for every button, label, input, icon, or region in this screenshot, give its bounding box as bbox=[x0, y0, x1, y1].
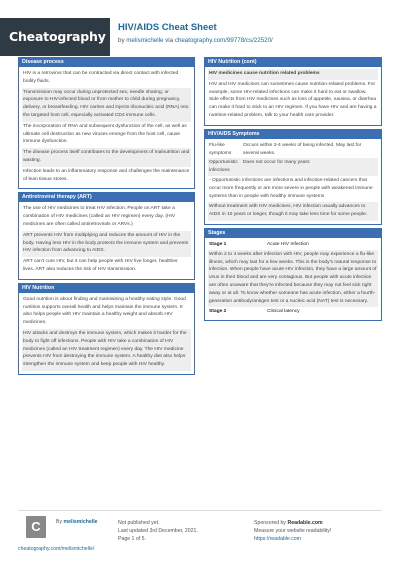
section-heading: HIV/AIDS Symptoms bbox=[204, 129, 382, 139]
paragraph: HIV and HIV medicines can sometimes cause nutrition-related problems. For example, some HIV-related infections can make it hard to eat or swallow. Side effects from HIV medicines such as loss of appetite, nausea, or diarrhea can make it hard to stick to an HIV regimen. If you have HIV and are having a nutrition-related problem, talk to your health care provider. bbox=[209, 81, 377, 118]
section-heading: Disease process bbox=[18, 57, 195, 67]
sponsor-line bbox=[254, 519, 331, 527]
section-heading: HIV Nutrition bbox=[18, 283, 195, 293]
paragraph: Good nutrition is about finding and maintaining a healthy eating style. Good nutrition supports overall health and helps maintain the immune system. It also helps people with HIV maintain a healthy weight and absorb HIV medicines. bbox=[23, 296, 186, 326]
section-disease-process bbox=[18, 57, 195, 189]
page-title: HIV/AIDS Cheat Sheet bbox=[118, 22, 217, 33]
row-key: Opportunistic infections bbox=[209, 160, 238, 174]
stage-label: Stage 2 bbox=[209, 309, 227, 315]
section-body bbox=[18, 293, 195, 375]
section-body bbox=[204, 67, 382, 126]
footer-meta bbox=[118, 519, 198, 543]
table-row bbox=[208, 141, 378, 159]
paragraph: Without treatment with HIV medicines, HIV infection usually advances to AIDS in 10 years or longer, though it may take less time for some people. bbox=[208, 202, 378, 221]
section-hiv-nutrition-cont bbox=[204, 57, 382, 126]
section-art bbox=[18, 192, 195, 279]
paragraph: Infection leads to an inflammatory response and challenges the maintenance of lean tissue stores. bbox=[23, 168, 190, 182]
paragraph: The incorporation of RNA and subsequent dysfunction of the cell, as well as ultimate cell destruction as new viruses emerge from the host cell, cause immune dysfunction. bbox=[23, 123, 187, 145]
table-row bbox=[208, 158, 378, 176]
row-value: Occurs within 2-4 weeks of being infected. May last for several weeks. bbox=[243, 142, 362, 156]
row-value: Does not occur for many years bbox=[243, 160, 310, 166]
footer-byline bbox=[56, 519, 98, 525]
stage-label: Stage 1 bbox=[209, 241, 227, 247]
paragraph: HIV is a retrovirus that can be contracted via direct contact with infected bodily fluids. bbox=[23, 71, 179, 84]
stage-value: Acute HIV Infection bbox=[267, 241, 309, 247]
page-footer bbox=[18, 510, 382, 550]
section-stages bbox=[204, 228, 382, 321]
section-symptoms bbox=[204, 129, 382, 225]
section-body bbox=[18, 67, 195, 189]
row-key: Flu-like symptoms bbox=[209, 142, 232, 156]
section-heading: Stages bbox=[204, 228, 382, 238]
section-hiv-nutrition bbox=[18, 283, 195, 375]
byline bbox=[118, 37, 273, 44]
section-body bbox=[18, 202, 195, 279]
section-body bbox=[204, 238, 382, 321]
section-heading: HIV Nutrition (cont) bbox=[204, 57, 382, 67]
last-updated: Last updated 3rd December, 2021. bbox=[118, 528, 198, 534]
paragraph: The use of HIV medicines to treat HIV infection. People on ART take a combination of HIV medicines (called an HIV regimen) every day. (HIV medicines are often called antiretrovirals or ARVs.) bbox=[23, 206, 176, 227]
sheet-url-link[interactable]: cheatography.com/99778/cs/22520/ bbox=[174, 37, 273, 44]
sponsor-text: Measure your website readability! bbox=[254, 528, 332, 534]
avatar[interactable]: C bbox=[26, 516, 46, 538]
footer-by-prefix: By bbox=[56, 519, 63, 525]
paragraph: ART prevents HIV from multiplying and reduces the amount of HIV in the body. Having less HIV in the body protects the immune system and prevents HIV infection from advancing to AIDS. bbox=[22, 231, 191, 257]
footer-author-link[interactable]: melismichelle bbox=[63, 519, 98, 525]
sponsor-prefix: Sponsored by bbox=[254, 520, 287, 526]
paragraph: HIV attacks and destroys the immune system, which makes it harder for the body to fight off infections. People with HIV take a combination of HIV medicines (called an HIV treatment regimen) every day. The HIV medicine prevents HIV from destroying the immune system. A healthy diet also helps strengthen the immune system and keep people with HIV healthy. bbox=[22, 329, 191, 371]
paragraph: Transmission may occur during unprotected sex, needle sharing, or exposure to HIV-infected blood or from mother to child during pregnancy, delivery, or breastfeeding. HIV carries and injects ribonucleic acid (RNA) into the targeted host cell, especially activated CD4 immune cells. bbox=[22, 88, 191, 122]
section-heading: Antiretroviral therapy (ART) bbox=[18, 192, 195, 202]
publish-status: Not published yet. bbox=[118, 520, 160, 526]
byline-via: via bbox=[165, 37, 174, 44]
section-body bbox=[204, 139, 382, 225]
page-number: Page 1 of 5. bbox=[118, 536, 146, 542]
stage-row bbox=[208, 307, 378, 317]
paragraph: The disease process itself contributes to the development of malnutrition and wasting. bbox=[22, 148, 191, 167]
right-column bbox=[204, 57, 382, 321]
stage-row bbox=[208, 240, 378, 250]
cheatography-logo[interactable]: Cheatography bbox=[0, 18, 110, 56]
profile-url-link[interactable]: cheatography.com/melismichelle/ bbox=[18, 546, 95, 552]
sponsor-block bbox=[254, 519, 331, 543]
paragraph: Within 2 to 4 weeks after infection with HIV, people may experience a flu-like illness, which may last for a few weeks. This is the body's natural response to infection. When people have acute HIV infection, they have a large amount of virus in their blood and are very contagious. But people with acute infection are often unaware that they're infected because they may not feel sick right away or at all. To know whether someone has acute infection, either a fourth-generation antibody/antigen test or a nucleic acid (NAT) test is necessary. bbox=[208, 250, 378, 308]
author-link[interactable]: melismichelle bbox=[126, 37, 164, 44]
paragraph: ART can't cure HIV, but it can help people with HIV live longer, healthier lives. ART also reduces the risk of HIV transmission. bbox=[23, 259, 178, 272]
subheading: HIV medicines cause nutrition related problems bbox=[208, 69, 378, 80]
stage-value: Clinical latency bbox=[267, 309, 300, 315]
byline-prefix: by bbox=[118, 37, 125, 44]
sponsor-name: Readable.com bbox=[287, 520, 323, 526]
sponsor-link[interactable]: https://readable.com bbox=[254, 536, 302, 542]
left-column bbox=[18, 57, 195, 375]
paragraph: - Opportunistic infections are infections and infection-related cancers that occur more frequently or are more severe in people with weakened immune systems than in people with healthy immune systems bbox=[209, 177, 373, 199]
